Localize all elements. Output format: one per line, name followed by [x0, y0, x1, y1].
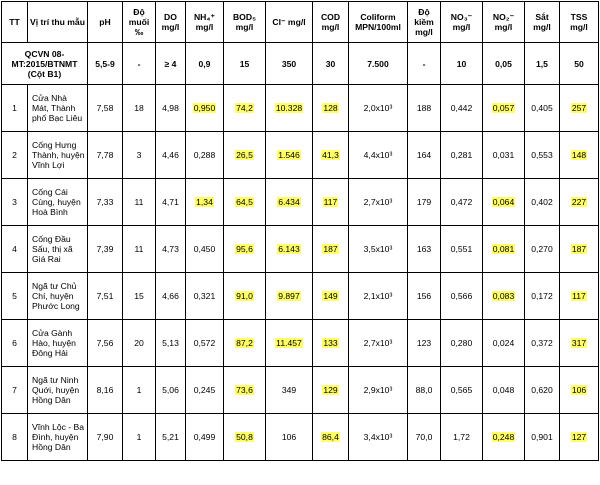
cell-alkalinity-value: 163 [416, 244, 432, 254]
cell-tss [560, 367, 599, 414]
cell-ph [88, 367, 123, 414]
cell-tss-value: 148 [571, 150, 587, 160]
cell-salinity [123, 367, 156, 414]
cell-coliform [349, 320, 408, 367]
cell-iron-value: 0,405 [531, 103, 553, 113]
water-quality-table-container [1, 1, 599, 461]
standard-salinity: - [123, 43, 156, 85]
cell-location-value: Cống Cái Cùng, huyện Hoà Bình [32, 187, 81, 217]
cell-no2-value: 0,024 [492, 338, 515, 348]
cell-ph [88, 226, 123, 273]
cell-cl-value: 1.546 [278, 150, 300, 160]
cell-tt-value: 6 [12, 338, 17, 348]
cell-location-value: Cửa Gành Hào, huyện Đông Hải [32, 328, 76, 358]
cell-location [28, 367, 88, 414]
cell-no2 [483, 132, 525, 179]
cell-iron-value: 0,553 [531, 150, 553, 160]
cell-salinity-value: 11 [134, 197, 144, 207]
cell-nh4 [186, 273, 224, 320]
cell-location-value: Vĩnh Lộc - Ba Đình, huyện Hồng Dân [32, 422, 85, 452]
cell-no2 [483, 367, 525, 414]
cell-salinity-value: 11 [134, 244, 144, 254]
cell-bod5 [224, 320, 266, 367]
cell-bod5 [224, 367, 266, 414]
cell-tss-value: 106 [571, 385, 587, 395]
cell-no2 [483, 226, 525, 273]
cell-bod5-value: 26,5 [236, 150, 253, 160]
cell-nh4-value: 0,572 [193, 338, 216, 348]
cell-alkalinity [408, 414, 441, 461]
cell-coliform [349, 273, 408, 320]
cell-coliform-value: 3,4x10³ [363, 432, 393, 442]
header-ph: pH [88, 2, 123, 43]
cell-do-value: 5,06 [162, 385, 179, 395]
cell-do [156, 85, 186, 132]
cell-cl [266, 414, 313, 461]
cell-tt [2, 367, 28, 414]
cell-no3-value: 0,472 [450, 197, 473, 207]
cell-ph [88, 179, 123, 226]
cell-location [28, 132, 88, 179]
header-salinity: Độ muối ‰ [123, 2, 156, 43]
cell-tss [560, 226, 599, 273]
cell-no2-value: 0,031 [492, 150, 515, 160]
cell-location-value: Cống Đầu Sấu, thị xã Giá Rai [32, 234, 73, 264]
table-row [2, 320, 599, 367]
cell-cl-value: 9.897 [278, 291, 300, 301]
cell-salinity-value: 3 [136, 150, 142, 160]
cell-nh4 [186, 320, 224, 367]
cell-nh4-value: 0,450 [193, 244, 216, 254]
cell-no3 [441, 367, 483, 414]
cell-no2-value: 0,057 [492, 103, 515, 113]
cell-alkalinity-value: 156 [416, 291, 432, 301]
cell-tss [560, 320, 599, 367]
cell-bod5 [224, 414, 266, 461]
cell-nh4 [186, 367, 224, 414]
header-bod5: BOD₅ mg/l [224, 2, 266, 43]
cell-cod [313, 226, 349, 273]
cell-no3 [441, 226, 483, 273]
cell-alkalinity-value: 179 [416, 197, 432, 207]
cell-location-value: Cống Hưng Thành, huyện Vĩnh Lợi [32, 140, 85, 170]
cell-alkalinity [408, 179, 441, 226]
cell-coliform [349, 179, 408, 226]
cell-ph-value: 7,90 [96, 432, 114, 442]
cell-ph [88, 414, 123, 461]
cell-no3-value: 0,281 [450, 150, 473, 160]
header-tss: TSS mg/l [560, 2, 599, 43]
table-row [2, 226, 599, 273]
cell-salinity [123, 85, 156, 132]
cell-no2 [483, 179, 525, 226]
standard-iron: 1,5 [525, 43, 560, 85]
cell-nh4 [186, 226, 224, 273]
cell-cod-value: 41,3 [322, 150, 339, 160]
cell-cod-value: 149 [323, 291, 338, 301]
cell-cl-value: 349 [281, 385, 297, 395]
cell-do-value: 4,73 [162, 244, 179, 254]
standard-do: ≥ 4 [156, 43, 186, 85]
cell-cod [313, 367, 349, 414]
cell-no2 [483, 320, 525, 367]
cell-tss [560, 179, 599, 226]
cell-iron-value: 0,901 [531, 432, 553, 442]
table-row [2, 85, 599, 132]
cell-bod5 [224, 85, 266, 132]
cell-cod [313, 320, 349, 367]
cell-iron-value: 0,172 [531, 291, 553, 301]
table-row [2, 273, 599, 320]
cell-iron-value: 0,620 [531, 385, 553, 395]
cell-location [28, 85, 88, 132]
cell-nh4-value: 1,34 [196, 197, 213, 207]
cell-alkalinity [408, 273, 441, 320]
cell-salinity-value: 1 [136, 385, 142, 395]
cell-tss-value: 127 [571, 432, 587, 442]
cell-cl [266, 320, 313, 367]
cell-do-value: 5,13 [162, 338, 179, 348]
cell-tt-value: 4 [12, 244, 17, 254]
cell-cl-value: 6.143 [278, 244, 300, 254]
cell-alkalinity-value: 88,0 [415, 385, 433, 395]
cell-alkalinity [408, 226, 441, 273]
cell-tt-value: 7 [12, 385, 17, 395]
cell-location [28, 179, 88, 226]
cell-do [156, 367, 186, 414]
cell-nh4-value: 0,950 [193, 103, 216, 113]
cell-tss-value: 187 [571, 244, 587, 254]
cell-tss [560, 414, 599, 461]
cell-do [156, 320, 186, 367]
cell-salinity-value: 18 [134, 103, 144, 113]
standard-no3: 10 [441, 43, 483, 85]
cell-tss [560, 273, 599, 320]
table-row [2, 179, 599, 226]
cell-coliform-value: 4,4x10³ [363, 150, 393, 160]
cell-cod [313, 179, 349, 226]
cell-do [156, 132, 186, 179]
cell-cl-value: 6.434 [278, 197, 300, 207]
cell-nh4 [186, 179, 224, 226]
cell-no2-value: 0,248 [492, 432, 515, 442]
cell-tt [2, 226, 28, 273]
cell-iron [525, 273, 560, 320]
cell-location-value: Ngã tư Chủ Chí, huyện Phước Long [32, 281, 80, 311]
cell-do [156, 179, 186, 226]
header-cl: Cl⁻ mg/l [266, 2, 313, 43]
cell-nh4 [186, 132, 224, 179]
cell-bod5-value: 73,6 [236, 385, 253, 395]
cell-coliform-value: 2,0x10³ [363, 103, 393, 113]
header-location: Vị trí thu mẫu [28, 2, 88, 43]
cell-cl [266, 226, 313, 273]
header-row [2, 2, 599, 43]
cell-ph [88, 132, 123, 179]
cell-nh4-value: 0,245 [193, 385, 216, 395]
cell-no3 [441, 132, 483, 179]
cell-tt-value: 8 [12, 432, 17, 442]
cell-location-value: Cửa Nhà Mát, Thành phố Bạc Liêu [32, 93, 83, 123]
cell-alkalinity-value: 70,0 [415, 432, 433, 442]
cell-tt-value: 3 [12, 197, 17, 207]
cell-tt [2, 85, 28, 132]
standard-ph: 5,5-9 [88, 43, 123, 85]
cell-cod-value: 86,4 [322, 432, 339, 442]
cell-tss-value: 257 [571, 103, 587, 113]
cell-cl [266, 273, 313, 320]
cell-cod [313, 85, 349, 132]
cell-cod-value: 128 [323, 103, 338, 113]
header-do: DO mg/l [156, 2, 186, 43]
cell-tt [2, 132, 28, 179]
cell-salinity-value: 20 [134, 338, 144, 348]
cell-salinity [123, 273, 156, 320]
cell-no3-value: 0,442 [450, 103, 473, 113]
cell-location [28, 226, 88, 273]
table-row [2, 414, 599, 461]
cell-alkalinity [408, 320, 441, 367]
cell-salinity [123, 320, 156, 367]
cell-coliform [349, 367, 408, 414]
cell-iron [525, 85, 560, 132]
cell-alkalinity [408, 85, 441, 132]
cell-do-value: 4,66 [162, 291, 179, 301]
cell-iron [525, 320, 560, 367]
cell-iron [525, 414, 560, 461]
standard-cod: 30 [313, 43, 349, 85]
cell-cod-value: 187 [323, 244, 338, 254]
cell-coliform-value: 2,1x10³ [363, 291, 393, 301]
cell-tt [2, 320, 28, 367]
cell-no2-value: 0,083 [492, 291, 515, 301]
cell-tss-value: 227 [571, 197, 587, 207]
cell-do [156, 273, 186, 320]
cell-no3-value: 0,565 [450, 385, 473, 395]
cell-do-value: 4,71 [162, 197, 179, 207]
cell-salinity [123, 414, 156, 461]
cell-cl [266, 132, 313, 179]
cell-ph-value: 7,51 [96, 291, 114, 301]
cell-location [28, 414, 88, 461]
cell-no2-value: 0,048 [492, 385, 515, 395]
cell-salinity-value: 15 [134, 291, 144, 301]
cell-cod-value: 129 [323, 385, 338, 395]
header-cod: COD mg/l [313, 2, 349, 43]
cell-no3 [441, 179, 483, 226]
cell-cod [313, 132, 349, 179]
cell-tss-value: 117 [572, 291, 586, 301]
cell-no2-value: 0,064 [492, 197, 515, 207]
data-rows [2, 85, 599, 461]
cell-bod5-value: 50,8 [236, 432, 253, 442]
cell-salinity [123, 179, 156, 226]
cell-nh4-value: 0,321 [193, 291, 216, 301]
cell-cl [266, 367, 313, 414]
header-iron: Sắt mg/l [525, 2, 560, 43]
cell-ph-value: 7,56 [96, 338, 114, 348]
cell-location [28, 273, 88, 320]
cell-iron-value: 0,270 [531, 244, 553, 254]
cell-coliform [349, 85, 408, 132]
header-alkalinity: Độ kiềm mg/l [408, 2, 441, 43]
header-tt: TT [2, 2, 28, 43]
cell-do-value: 5,21 [162, 432, 179, 442]
cell-salinity [123, 226, 156, 273]
standard-alkalinity: - [408, 43, 441, 85]
cell-cl-value: 106 [281, 432, 297, 442]
cell-salinity-value: 1 [136, 432, 142, 442]
cell-location-value: Ngã tư Ninh Quới, huyện Hồng Dân [32, 375, 80, 405]
cell-ph-value: 7,78 [96, 150, 114, 160]
cell-coliform-value: 2,9x10³ [363, 385, 393, 395]
cell-tss [560, 132, 599, 179]
standard-no2: 0,05 [483, 43, 525, 85]
cell-nh4 [186, 85, 224, 132]
cell-bod5-value: 95,6 [236, 244, 253, 254]
cell-bod5-value: 87,2 [236, 338, 253, 348]
cell-do [156, 414, 186, 461]
cell-alkalinity [408, 132, 441, 179]
water-quality-table [1, 1, 599, 461]
cell-iron [525, 367, 560, 414]
header-nh4: NH₄⁺ mg/l [186, 2, 224, 43]
cell-coliform-value: 3,5x10³ [363, 244, 393, 254]
cell-ph [88, 273, 123, 320]
standard-bod5: 15 [224, 43, 266, 85]
cell-iron [525, 132, 560, 179]
cell-cl [266, 85, 313, 132]
cell-no3-value: 0,566 [450, 291, 473, 301]
cell-alkalinity-value: 123 [416, 338, 432, 348]
cell-no3 [441, 320, 483, 367]
cell-coliform [349, 226, 408, 273]
cell-no3 [441, 85, 483, 132]
cell-coliform [349, 132, 408, 179]
cell-alkalinity-value: 188 [416, 103, 432, 113]
cell-no3-value: 0,551 [450, 244, 473, 254]
table-row [2, 132, 599, 179]
cell-cl-value: 10.328 [275, 103, 303, 113]
cell-alkalinity [408, 367, 441, 414]
cell-cod [313, 414, 349, 461]
cell-tt-value: 5 [12, 291, 17, 301]
cell-tt [2, 179, 28, 226]
cell-iron-value: 0,372 [531, 338, 553, 348]
cell-cod-value: 133 [323, 338, 338, 348]
cell-no3 [441, 273, 483, 320]
standard-tss: 50 [560, 43, 599, 85]
cell-tt [2, 414, 28, 461]
cell-bod5-value: 64,5 [236, 197, 253, 207]
cell-coliform-value: 2,7x10³ [363, 338, 393, 348]
standard-nh4: 0,9 [186, 43, 224, 85]
cell-coliform [349, 414, 408, 461]
cell-no2-value: 0,081 [492, 244, 515, 254]
cell-nh4-value: 0,499 [193, 432, 216, 442]
standard-cl: 350 [266, 43, 313, 85]
cell-bod5-value: 91,0 [236, 291, 253, 301]
cell-ph-value: 7,58 [96, 103, 114, 113]
cell-do-value: 4,98 [162, 103, 179, 113]
standard-row [2, 43, 599, 85]
cell-no3 [441, 414, 483, 461]
cell-bod5 [224, 179, 266, 226]
cell-nh4-value: 0,288 [193, 150, 216, 160]
cell-do [156, 226, 186, 273]
cell-alkalinity-value: 164 [416, 150, 432, 160]
cell-tss-value: 317 [571, 338, 587, 348]
header-no2: NO₂⁻ mg/l [483, 2, 525, 43]
cell-iron [525, 226, 560, 273]
table-row [2, 367, 599, 414]
cell-iron-value: 0,402 [531, 197, 553, 207]
cell-do-value: 4,46 [162, 150, 179, 160]
cell-no2 [483, 85, 525, 132]
cell-location [28, 320, 88, 367]
cell-bod5-value: 74,2 [236, 103, 253, 113]
cell-nh4 [186, 414, 224, 461]
cell-ph-value: 8,16 [96, 385, 114, 395]
cell-no3-value: 0,280 [450, 338, 473, 348]
cell-bod5 [224, 132, 266, 179]
standard-label: QCVN 08-MT:2015/BTNMT (Cột B1) [2, 43, 88, 85]
cell-no3-value: 1,72 [453, 432, 470, 442]
cell-bod5 [224, 226, 266, 273]
cell-cod [313, 273, 349, 320]
cell-iron [525, 179, 560, 226]
cell-cl [266, 179, 313, 226]
cell-ph-value: 7,33 [96, 197, 114, 207]
cell-salinity [123, 132, 156, 179]
cell-cl-value: 11.457 [276, 338, 302, 348]
cell-coliform-value: 2,7x10³ [363, 197, 393, 207]
cell-ph [88, 85, 123, 132]
cell-no2 [483, 414, 525, 461]
standard-coliform: 7.500 [349, 43, 408, 85]
cell-tt-value: 2 [12, 150, 17, 160]
cell-no2 [483, 273, 525, 320]
cell-bod5 [224, 273, 266, 320]
cell-ph [88, 320, 123, 367]
cell-tt-value: 1 [12, 103, 17, 113]
cell-ph-value: 7,39 [96, 244, 114, 254]
header-coliform: Coliform MPN/100ml [349, 2, 408, 43]
cell-tss [560, 85, 599, 132]
header-no3: NO₃⁻ mg/l [441, 2, 483, 43]
cell-tt [2, 273, 28, 320]
cell-cod-value: 117 [323, 197, 338, 207]
